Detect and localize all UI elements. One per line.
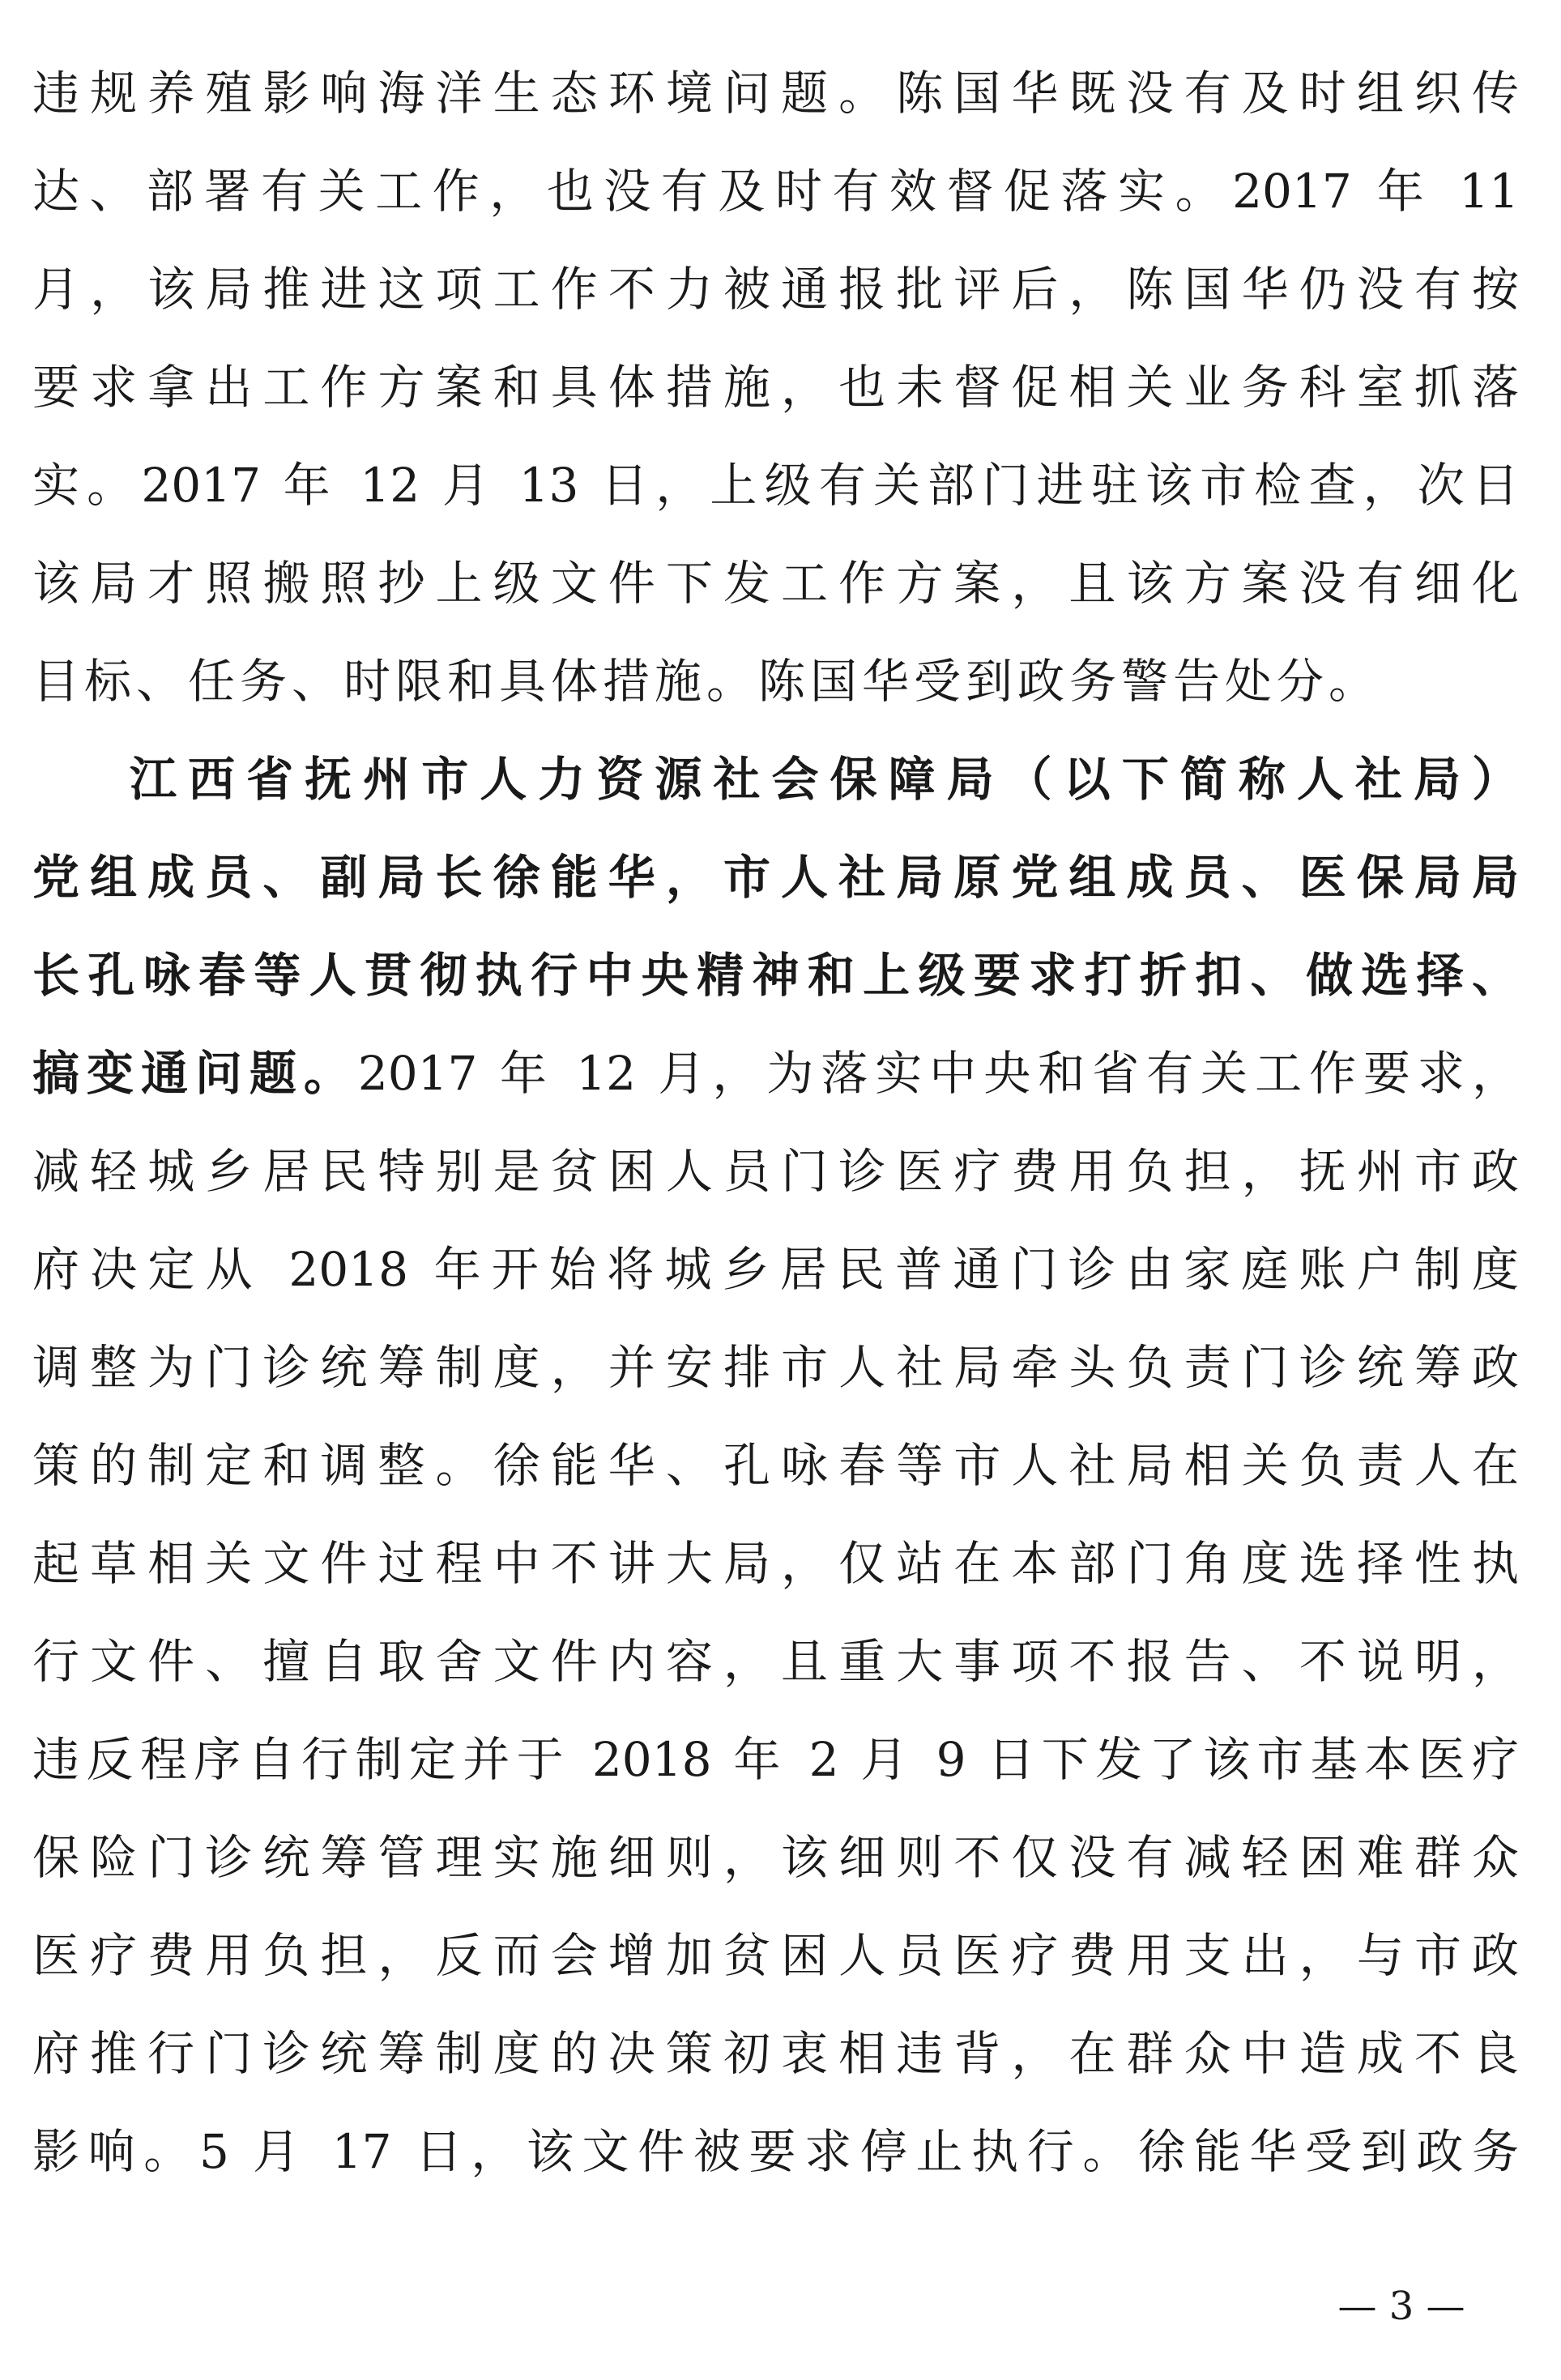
section-heading-tail: 搞变通问题。 xyxy=(32,1046,358,1101)
text-line: 策的制定和调整。徐能华、孔咏春等市人社局相关负责人在 xyxy=(32,1438,1519,1493)
text-line: 医疗费用负担，反而会增加贫困人员医疗费用支出，与市政 xyxy=(32,1928,1519,1983)
text-line: 该局才照搬照抄上级文件下发工作方案，且该方案没有细化 xyxy=(32,556,1519,611)
text-line: 保险门诊统筹管理实施细则，该细则不仅没有减轻困难群众 xyxy=(32,1830,1519,1885)
section-heading-line: 长孔咏春等人贯彻执行中央精神和上级要求打折扣、做选择、 xyxy=(32,948,1519,1003)
text-line: 目标、任务、时限和具体措施。陈国华受到政务警告处分。 xyxy=(32,654,1381,709)
text-line: 违反程序自行制定并于 2018 年 2 月 9 日下发了该市基本医疗 xyxy=(32,1732,1519,1787)
text-line: 要求拿出工作方案和具体措施，也未督促相关业务科室抓落 xyxy=(32,360,1519,415)
text-line: 府决定从 2018 年开始将城乡居民普通门诊由家庭账户制度 xyxy=(32,1242,1519,1297)
text-line: 违规养殖影响海洋生态环境问题。陈国华既没有及时组织传 xyxy=(32,66,1519,121)
text-line: 实。2017 年 12 月 13 日，上级有关部门进驻该市检查，次日 xyxy=(32,458,1519,513)
text-line: 影响。5 月 17 日，该文件被要求停止执行。徐能华受到政务 xyxy=(32,2124,1519,2179)
section-heading-line: 江西省抚州市人力资源社会保障局（以下简称人社局） xyxy=(130,752,1519,807)
text-run: 2017 年 12 月，为落实中央和省有关工作要求， xyxy=(357,1046,1519,1101)
text-line: 月，该局推进这项工作不力被通报批评后，陈国华仍没有按 xyxy=(32,262,1519,317)
text-line: 调整为门诊统筹制度，并安排市人社局牵头负责门诊统筹政 xyxy=(32,1340,1519,1395)
text-line: 行文件、擅自取舍文件内容，且重大事项不报告、不说明， xyxy=(32,1634,1519,1689)
page-number: — 3 — xyxy=(1337,2284,1465,2329)
text-line: 达、部署有关工作，也没有及时有效督促落实。2017 年 11 xyxy=(32,164,1519,219)
document-body xyxy=(32,45,1519,2201)
text-line: 起草相关文件过程中不讲大局，仅站在本部门角度选择性执 xyxy=(32,1536,1519,1591)
mixed-line xyxy=(32,1025,1519,1123)
text-line: 减轻城乡居民特别是贫困人员门诊医疗费用负担，抚州市政 xyxy=(32,1144,1519,1199)
text-line: 府推行门诊统筹制度的决策初衷相违背，在群众中造成不良 xyxy=(32,2026,1519,2081)
section-heading-line: 党组成员、副局长徐能华，市人社局原党组成员、医保局局 xyxy=(32,850,1519,905)
